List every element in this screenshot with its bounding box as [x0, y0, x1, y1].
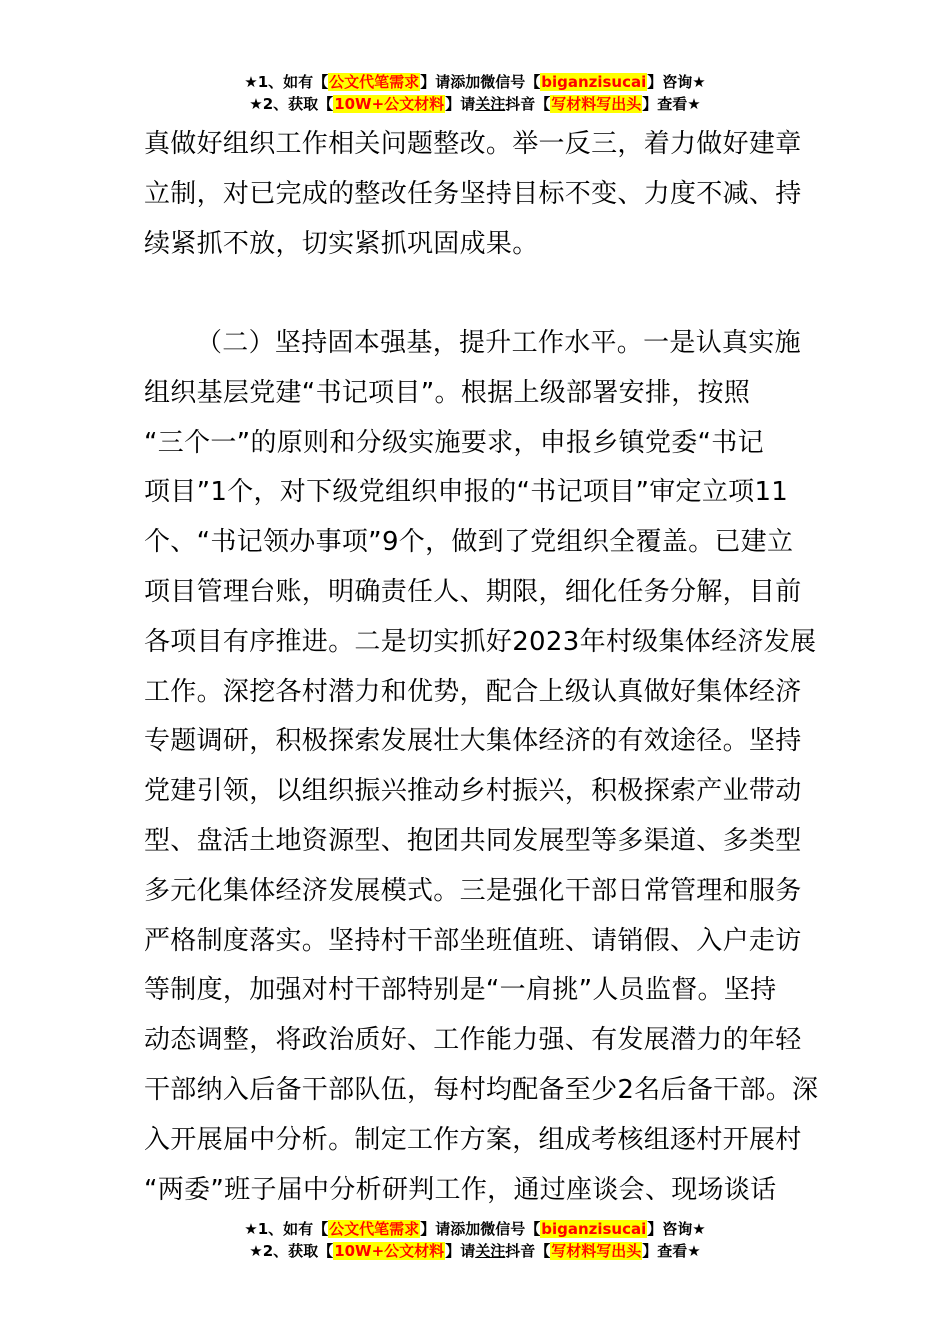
banner-text: 】咨询★ [647, 1220, 706, 1238]
paragraph-main [144, 319, 819, 1215]
text-line: 项目管理台账，明确责任人、期限，细化任务分解，目前 [144, 576, 802, 607]
text-line: 严格制度落实。坚持村干部坐班值班、请销假、入户走访 [144, 925, 802, 956]
text-line: “三个一”的原则和分级实施要求，申报乡镇党委“书记 [144, 427, 764, 458]
paragraph-continuation [144, 120, 808, 269]
highlight-materials: 10W+公文材料 [334, 1242, 445, 1260]
highlight-ghostwriting: 公文代笔需求 [329, 73, 420, 91]
text-line: 入开展届中分析。制定工作方案，组成考核组逐村开展村 [144, 1124, 802, 1155]
footer-banner-line-2 [0, 1241, 950, 1263]
text-line: 型、盘活土地资源型、抱团共同发展型等多渠道、多类型 [144, 825, 802, 856]
banner-text: 】咨询★ [647, 73, 706, 91]
text-line: 等制度，加强对村干部特别是“一肩挑”人员监督。坚持 [144, 975, 777, 1006]
footer-banner-line-1 [0, 1219, 950, 1241]
text-line: “两委”班子届中分析研判工作，通过座谈会、现场谈话 [144, 1174, 777, 1205]
text-line: 动态调整，将政治质好、工作能力强、有发展潜力的年轻 [144, 1025, 802, 1056]
banner-text: 】请添加微信号【 [420, 73, 541, 91]
highlight-douyin-account: 写材料写出头 [551, 95, 642, 113]
banner-text: 】查看★ [642, 95, 701, 113]
text-line: 各项目有序推进。二是切实抓好2023年村级集体经济发展 [144, 626, 817, 657]
text-line: 工作。深挖各村潜力和优势，配合上级认真做好集体经济 [144, 676, 802, 707]
banner-text: ★1、如有【 [244, 73, 329, 91]
highlight-douyin-account: 写材料写出头 [551, 1242, 642, 1260]
highlight-materials: 10W+公文材料 [334, 95, 445, 113]
highlight-wechat-id: biganzisucai [541, 73, 647, 91]
banner-text: ★1、如有【 [244, 1220, 329, 1238]
header-banner-line-2 [0, 94, 950, 116]
banner-underlined-text: 关注 [475, 95, 506, 113]
banner-text: 抖音【 [505, 1242, 551, 1260]
text-line: 多元化集体经济发展模式。三是强化干部日常管理和服务 [144, 875, 802, 906]
text-line: 专题调研，积极探索发展壮大集体经济的有效途径。坚持 [144, 726, 802, 757]
text-line: 真做好组织工作相关问题整改。举一反三，着力做好建章 [144, 129, 802, 159]
banner-text: 抖音【 [505, 95, 551, 113]
header-banner-line-1 [0, 72, 950, 94]
text-line: 项目”1个，对下级党组织申报的“书记项目”审定立项11 [144, 477, 789, 508]
highlight-ghostwriting: 公文代笔需求 [329, 1220, 420, 1238]
banner-text: 】查看★ [642, 1242, 701, 1260]
text-line: 立制，对已完成的整改任务坚持目标不变、力度不减、持 [144, 178, 802, 209]
text-line: （二）坚持固本强基，提升工作水平。一是认真实施 [196, 328, 801, 358]
highlight-wechat-id: biganzisucai [541, 1220, 647, 1238]
banner-text: ★2、获取【 [249, 1242, 334, 1260]
text-line: 续紧抓不放，切实紧抓巩固成果。 [144, 228, 539, 259]
banner-text: 】请 [445, 1242, 476, 1260]
header-banner [0, 72, 950, 116]
text-line: 干部纳入后备干部队伍，每村均配备至少2名后备干部。深 [144, 1074, 819, 1105]
banner-text: 】请 [445, 95, 476, 113]
banner-text: 】请添加微信号【 [420, 1220, 541, 1238]
banner-underlined-text: 关注 [475, 1242, 506, 1260]
banner-text: ★2、获取【 [249, 95, 334, 113]
text-line: 个、“书记领办事项”9个，做到了党组织全覆盖。已建立 [144, 527, 794, 558]
text-line: 党建引领，以组织振兴推动乡村振兴，积极探索产业带动 [144, 776, 802, 807]
text-line: 组织基层党建“书记项目”。根据上级部署安排，按照 [144, 377, 751, 408]
footer-banner [0, 1219, 950, 1263]
